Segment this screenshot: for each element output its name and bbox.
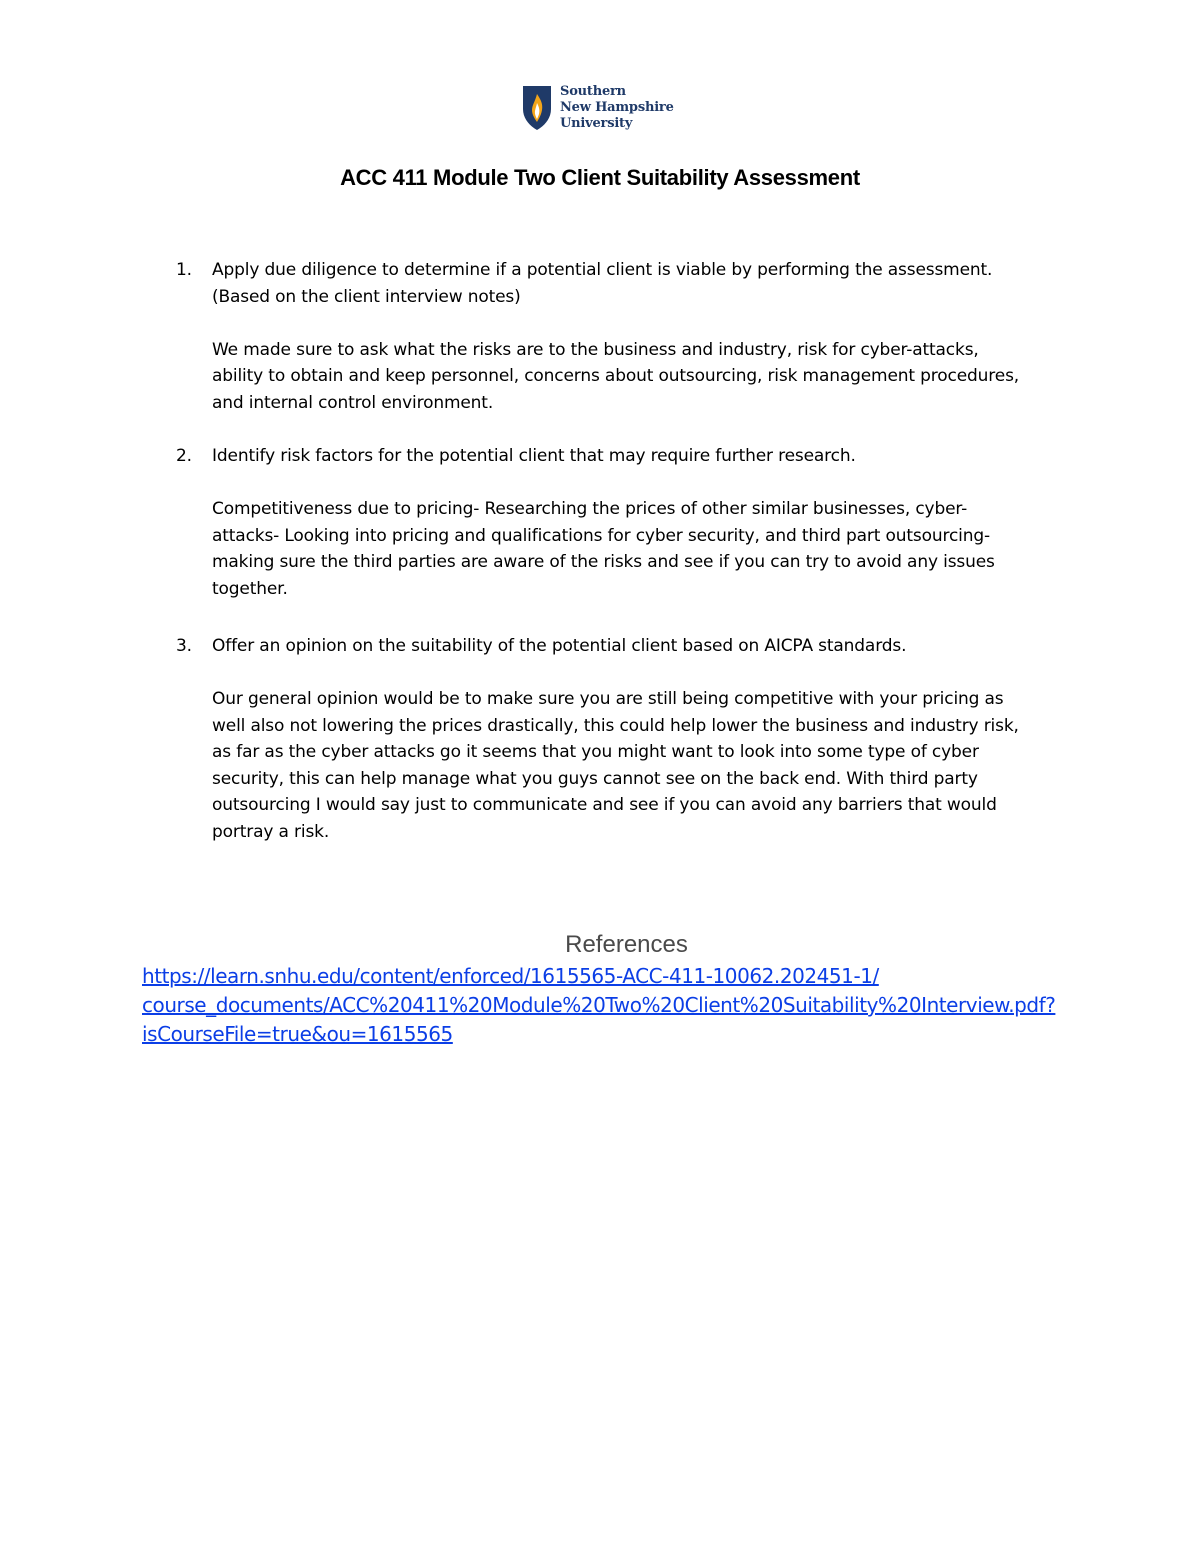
answer-line: and internal control environment. [212,392,494,413]
list-item [176,257,1076,416]
answer-line: portray a risk. [212,821,330,842]
answer-line: well also not lowering the prices drastically, this could help lower the business and industry risk, [212,715,1019,736]
answer-line: We made sure to ask what the risks are to the business and industry, risk for cyber-attacks, [212,339,979,360]
reference-link-line[interactable]: course_documents/ACC%20411%20Module%20Two%20Client%20Suitability%20Interview.pdf? [142,993,1056,1017]
answer-line: Competitiveness due to pricing- Researching the prices of other similar businesses, cyber- [212,499,968,519]
answer-line: as far as the cyber attacks go it seems that you might want to look into some type of cyber [212,742,979,762]
answer-text [212,337,1076,417]
reference-link-line[interactable]: isCourseFile=true&ou=1615565 [142,1022,453,1046]
logo-wordmark [560,84,674,132]
question-text: Apply due diligence to determine if a potential client is viable by performing the assessment. (Based on the client interview notes) [212,260,993,307]
reference-link-line[interactable]: https://learn.snhu.edu/content/enforced/1615565-ACC-411-10062.202451-1/ [142,964,879,988]
answer-line: attacks- Looking into pricing and qualifications for cyber security, and third part outsourcing- [212,525,990,546]
shield-flame-icon [522,85,552,131]
answer-text [212,686,1076,845]
question-text: Offer an opinion on the suitability of the potential client based on AICPA standards. [212,636,907,656]
question-text: Identify risk factors for the potential client that may require further research. [212,446,856,466]
logo-line: New Hampshire [560,100,674,115]
document-title: ACC 411 Module Two Client Suitability Assessment [340,165,860,190]
logo-line: University [560,116,633,131]
answer-line: together. [212,578,288,599]
list-item [176,633,1076,845]
university-logo [522,84,674,132]
answer-line: making sure the third parties are aware of the risks and see if you can try to avoid any issues [212,552,995,572]
references-heading: References [565,931,688,958]
answer-line: security, this can help manage what you guys cannot see on the back end. With third party [212,768,978,789]
list-number: 3. [176,636,192,656]
list-number: 2. [176,446,192,466]
answer-line: outsourcing I would say just to communicate and see if you can avoid any barriers that would [212,795,997,815]
logo-line: Southern [560,84,626,99]
list-item [176,443,1076,602]
answer-text [212,496,1076,602]
answer-line: ability to obtain and keep personnel, concerns about outsourcing, risk management procedures, [212,366,1020,386]
list-number: 1. [176,260,192,280]
reference-link[interactable] [142,962,1082,1049]
answer-line: Our general opinion would be to make sure you are still being competitive with your pricing as [212,689,1004,709]
